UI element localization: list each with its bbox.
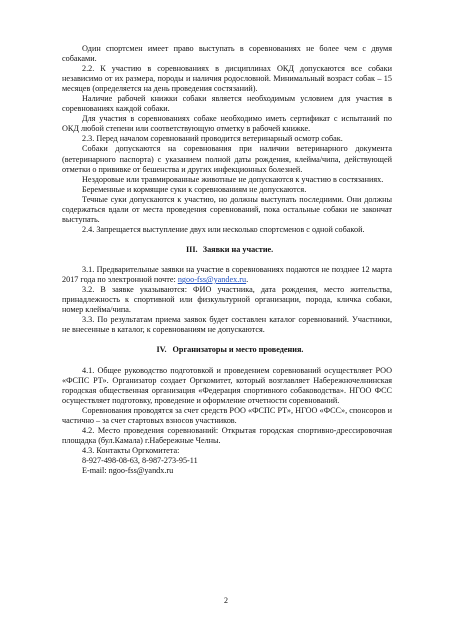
section-title-4: Организаторы и место проведения.: [172, 345, 304, 355]
paragraph-unhealthy: Нездоровые или травмированные животные не допускаются к участию в состязаниях.: [82, 174, 384, 184]
paragraph-funding: Соревнования проводятся за счет средств РОО «ФСПС РТ», НГОО «ФСС», спонсоров и частично – за счет стартовых взносов участников.: [62, 405, 392, 425]
paragraph-vet-docs: Собаки допускаются на соревнования при наличии ветеринарного документа (ветеринарного паспорта) с указанием полной даты рождения, клейма/чипа, действующей отметки о прививке от бешенства и других инфекционных болезней.: [62, 144, 392, 174]
paragraph-3-3: 3.3. По результатам приема заявок будет составлен каталог соревнований. Участники, не внесенные в каталог, к соревнованиям не допускаются.: [62, 315, 392, 335]
paragraph-2-2: 2.2. К участию в соревнованиях в дисциплинах ОКД допускаются все собаки независимо от их размера, породы и наличия родословной. Минимальный возраст собак – 15 месяцев (определяется на день проведения состязаний).: [62, 64, 392, 94]
paragraph-4-1: 4.1. Общее руководство подготовкой и проведением соревнований осуществляет РОО «ФСПС РТ». Организатор создает Оргкомитет, который возглавляет Набережночелнинская городская общественная организация «Федерация спортивного собаководства». НГОО ФСС осуществляет подготовку, проведение и оформление отчетности соревнований.: [62, 365, 392, 405]
page-number: 2: [224, 596, 228, 605]
section-heading-4: [62, 345, 392, 355]
paragraph-4-2: 4.2. Место проведения соревнований: Открытая городская спортивно-дрессировочная площадка (бул.Камала) г.Набережные Челны.: [62, 425, 392, 445]
paragraph-3-1-end: .: [246, 275, 249, 285]
section-heading-3: [62, 245, 392, 255]
contact-email: E-mail: ngoo-fss@yandx.ru: [82, 465, 174, 475]
paragraph-workbook: Наличие рабочей книжки собаки является необходимым условием для участия в соревнованиях каждой собаки.: [62, 94, 392, 114]
document-body: [62, 44, 392, 476]
contacts-label: 4.3. Контакты Оргкомитета:: [82, 445, 180, 455]
section-title-3: Заявки на участие.: [202, 244, 274, 254]
paragraph-pregnant: Беременные и кормящие суки к соревнованиям не допускаются.: [82, 184, 307, 194]
email-link[interactable]: ngoo-fss@yandex.ru: [177, 275, 247, 285]
paragraph-in-heat: Течные суки допускаются к участию, но должны выступать последними. Они должны содержаться вдали от места проведения соревнований, пока остальные собаки не закончат выступать.: [62, 194, 392, 224]
paragraph-3-2: 3.2. В заявке указываются: ФИО участника, дата рождения, место жительства, принадлежность к спортивной или физкультурной организации, порода, кличка собаки, номер клейма/чипа.: [62, 285, 392, 315]
paragraph-3-1-text: 3.1. Предварительные заявки на участие в соревнованиях подаются не позднее 12 марта 2017 года по электронной почте:: [62, 265, 392, 285]
paragraph-dog-limit: Один спортсмен имеет право выступать в соревнованиях не более чем с двумя собаками.: [62, 44, 392, 64]
section-number-4: IV.: [156, 345, 167, 355]
contact-phones: 8-927-498-08-63, 8-987-273-95-11: [82, 455, 198, 465]
paragraph-2-3: 2.3. Перед началом соревнований проводится ветеринарный осмотр собак.: [82, 134, 343, 144]
paragraph-3-1: [62, 265, 392, 285]
paragraph-2-4: 2.4. Запрещается выступление двух или несколько спортсменов с одной собакой.: [82, 224, 365, 234]
section-number-3: III.: [185, 244, 198, 254]
paragraph-certificate: Для участия в соревнованиях собаке необходимо иметь сертификат с испытаний по ОКД любой степени или соответствующую отметку в рабочей книжке.: [62, 114, 392, 134]
